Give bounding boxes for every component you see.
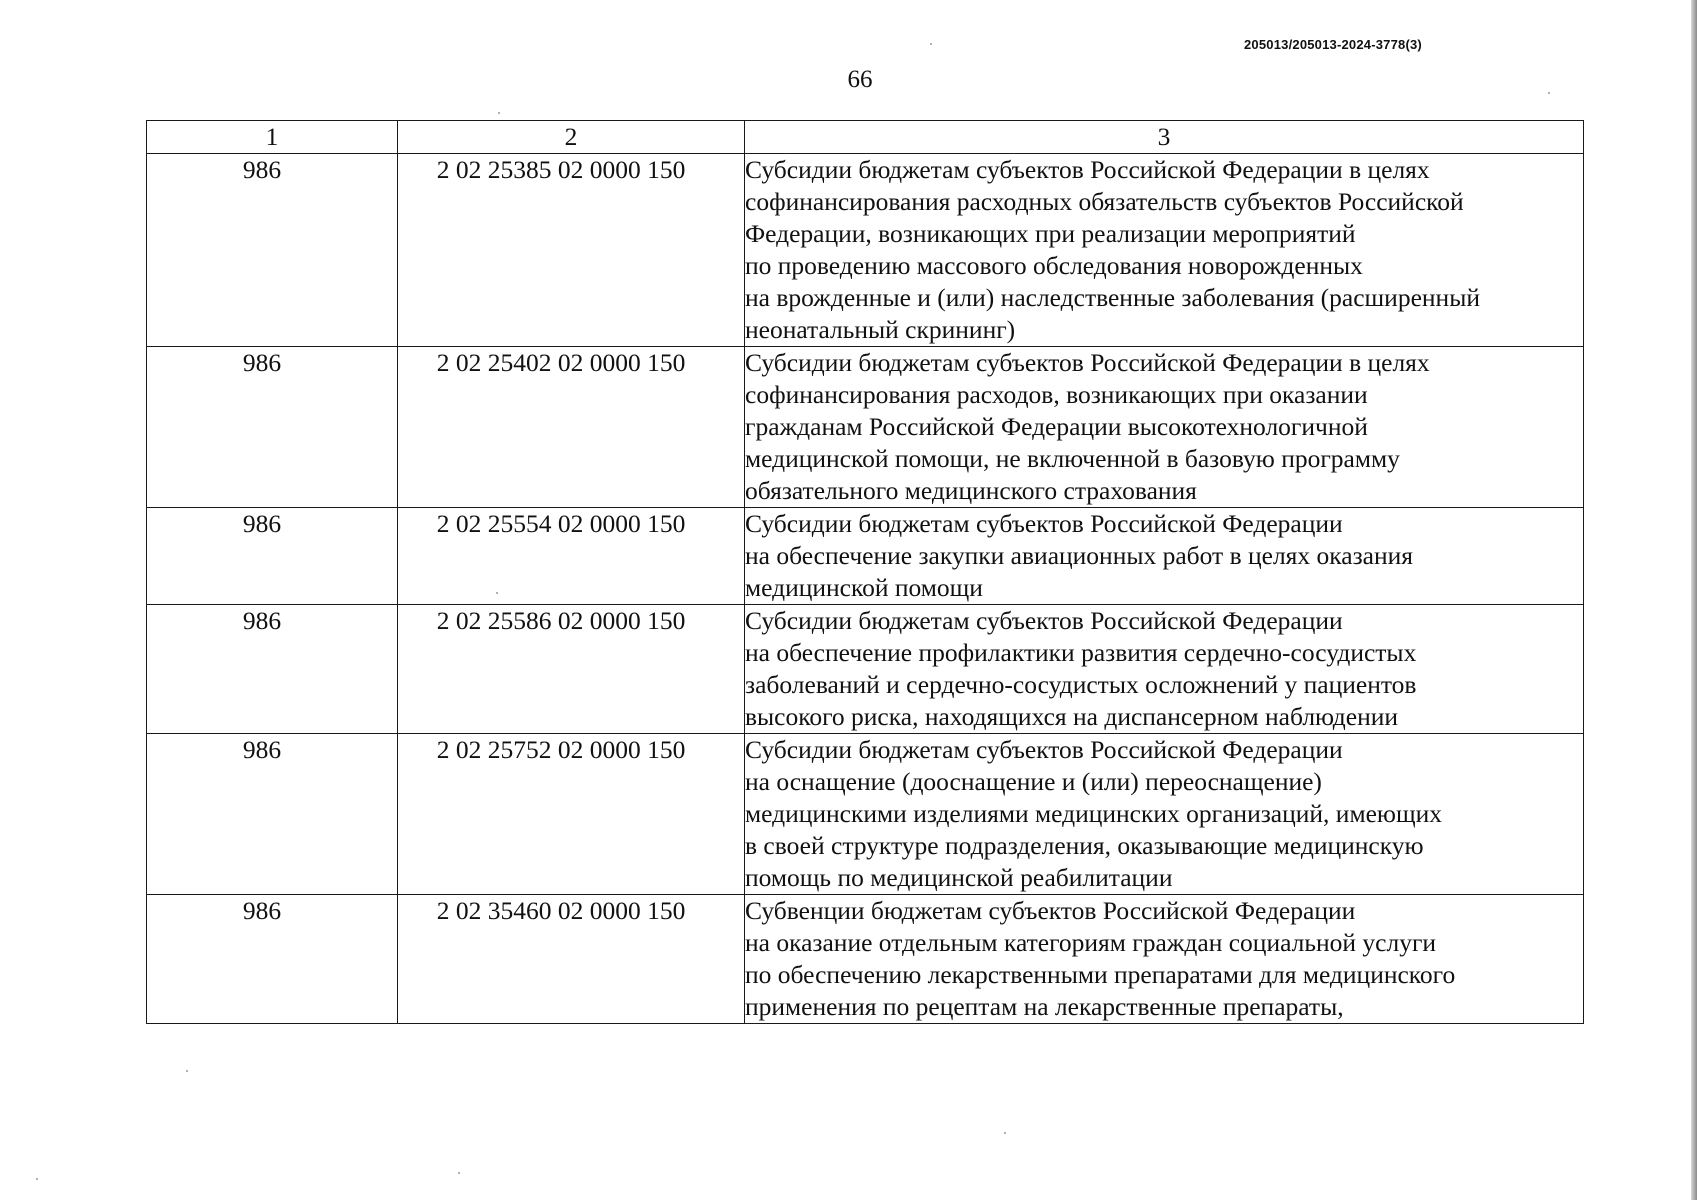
administrator-code-cell: 986 bbox=[147, 895, 398, 1024]
table-row bbox=[147, 605, 1584, 734]
revenue-code-cell: 2 02 25402 02 0000 150 bbox=[398, 347, 745, 508]
budget-codes-table bbox=[146, 120, 1584, 1024]
revenue-description-cell: Субсидии бюджетам субъектов Российской Федерации на оснащение (дооснащение и (или) переоснащение) медицинскими изделиями медицинских организаций, имеющих в своей структуре подразделения, оказывающие медицинскую помощь по медицинской реабилитации bbox=[745, 734, 1584, 895]
page-number: 66 bbox=[847, 66, 873, 93]
administrator-code-cell: 986 bbox=[147, 347, 398, 508]
scan-edge-shadow bbox=[1691, 0, 1697, 1200]
table-row bbox=[147, 508, 1584, 605]
table-row bbox=[147, 734, 1584, 895]
column-header: 2 bbox=[398, 121, 745, 154]
scan-speck bbox=[498, 112, 500, 114]
column-header: 1 bbox=[147, 121, 398, 154]
column-header: 3 bbox=[745, 121, 1584, 154]
table-row bbox=[147, 895, 1584, 1024]
scan-speck bbox=[36, 1178, 38, 1180]
scan-speck bbox=[930, 43, 932, 45]
administrator-code-cell: 986 bbox=[147, 508, 398, 605]
scan-speck bbox=[1004, 1132, 1006, 1134]
administrator-code-cell: 986 bbox=[147, 605, 398, 734]
revenue-code-cell: 2 02 35460 02 0000 150 bbox=[398, 895, 745, 1024]
revenue-description-cell: Субвенции бюджетам субъектов Российской Федерации на оказание отдельным категориям граждан социальной услуги по обеспечению лекарственными препаратами для медицинского применения по рецептам на лекарственные препараты, bbox=[745, 895, 1584, 1024]
scan-speck bbox=[458, 1172, 460, 1174]
revenue-description-cell: Субсидии бюджетам субъектов Российской Федерации на обеспечение профилактики развития сердечно-сосудистых заболеваний и сердечно-сосудистых осложнений у пациентов высокого риска, находящихся на диспансерном наблюдении bbox=[745, 605, 1584, 734]
revenue-description-cell: Субсидии бюджетам субъектов Российской Федерации на обеспечение закупки авиационных работ в целях оказания медицинской помощи bbox=[745, 508, 1584, 605]
revenue-code-cell: 2 02 25752 02 0000 150 bbox=[398, 734, 745, 895]
revenue-description-cell: Субсидии бюджетам субъектов Российской Федерации в целях софинансирования расходов, возникающих при оказании гражданам Российской Федерации высокотехнологичной медицинской помощи, не включенной в базовую программу обязательного медицинского страхования bbox=[745, 347, 1584, 508]
table-row bbox=[147, 154, 1584, 347]
scan-speck bbox=[186, 1070, 188, 1072]
administrator-code-cell: 986 bbox=[147, 154, 398, 347]
column-number-row bbox=[147, 121, 1584, 154]
administrator-code-cell: 986 bbox=[147, 734, 398, 895]
document-id: 205013/205013-2024-3778(3) bbox=[1244, 37, 1422, 52]
table-row bbox=[147, 347, 1584, 508]
revenue-description-cell: Субсидии бюджетам субъектов Российской Федерации в целях софинансирования расходных обязательств субъектов Российской Федерации, возникающих при реализации мероприятий по проведению массового обследования новорожденных на врожденные и (или) наследственные заболевания (расширенный неонатальный скрининг) bbox=[745, 154, 1584, 347]
revenue-code-cell: 2 02 25586 02 0000 150 bbox=[398, 605, 745, 734]
scan-speck bbox=[1548, 92, 1550, 94]
revenue-code-cell: 2 02 25554 02 0000 150 bbox=[398, 508, 745, 605]
revenue-code-cell: 2 02 25385 02 0000 150 bbox=[398, 154, 745, 347]
